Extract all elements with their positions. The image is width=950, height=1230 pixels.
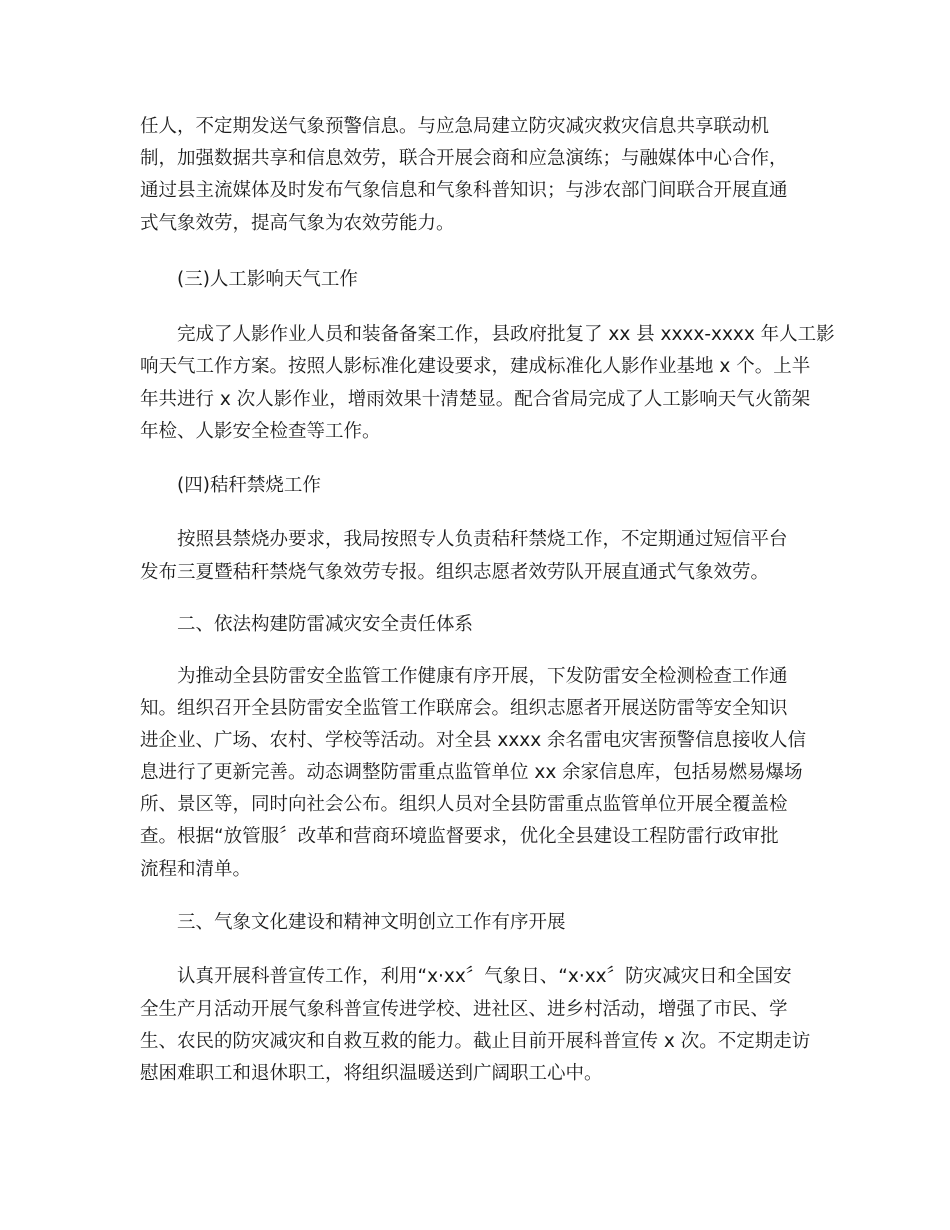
paragraph-line: 进企业、广场、农村、学校等活动。对全县 xxxx 余名雷电灾害预警信息接收人信 [140, 730, 807, 751]
paragraph-line: 年检、人影安全检查等工作。 [140, 421, 381, 442]
paragraph-line: 生、农民的防灾减灾和自救互救的能力。截止目前开展科普宣传 x 次。不定期走访 [140, 1031, 811, 1052]
section-heading: (三)人工影响天气工作 [177, 269, 358, 290]
paragraph-line: 息进行了更新完善。动态调整防雷重点监管单位 xx 余家信息库，包括易燃易爆场 [140, 762, 803, 783]
paragraph-line: 流程和清单。 [140, 859, 252, 880]
paragraph-line: 制，加强数据共享和信息效劳，联合开展会商和应急演练；与融媒体中心合作， [140, 148, 788, 169]
paragraph-line: 响天气工作方案。按照人影标准化建设要求，建成标准化人影作业基地 x 个。上半 [140, 356, 811, 377]
section-heading: 二、依法构建防雷减灾安全责任体系 [177, 614, 474, 635]
paragraph-line: 认真开展科普宣传工作，利用“x·xx〞气象日、“x·xx〞防灾减灾日和全国安 [177, 966, 792, 987]
paragraph-line: 所、景区等，同时向社会公布。组织人员对全县防雷重点监管单位开展全覆盖检 [140, 794, 788, 815]
paragraph-line: 全生产月活动开展气象科普宣传进学校、进社区、进乡村活动，增强了市民、学 [140, 999, 788, 1020]
paragraph-line: 通过县主流媒体及时发布气象信息和气象科普知识；与涉农部门间联合开展直通 [140, 180, 788, 201]
paragraph-line: 按照县禁烧办要求，我局按照专人负责秸秆禁烧工作，不定期通过短信平台 [177, 529, 788, 550]
paragraph-line: 完成了人影作业人员和装备备案工作，县政府批复了 xx 县 xxxx-xxxx 年人工影 [177, 324, 835, 345]
paragraph-line: 为推动全县防雷安全监管工作健康有序开展，下发防雷安全检测检查工作通 [177, 666, 788, 687]
section-heading: (四)秸秆禁烧工作 [177, 475, 321, 496]
paragraph-line: 发布三夏暨秸秆禁烧气象效劳专报。组织志愿者效劳队开展直通式气象效劳。 [140, 562, 770, 583]
paragraph-line: 年共进行 x 次人影作业，增雨效果十清楚显。配合省局完成了人工影响天气火箭架 [140, 389, 811, 410]
paragraph-line: 慰困难职工和退休职工，将组织温暖送到广阔职工心中。 [140, 1063, 603, 1084]
paragraph-line: 式气象效劳，提高气象为农效劳能力。 [140, 213, 455, 234]
paragraph-line: 查。根据“放管服〞改革和营商环境监督要求，优化全县建设工程防雷行政审批 [140, 826, 779, 847]
paragraph-line: 知。组织召开全县防雷安全监管工作联席会。组织志愿者开展送防雷等安全知识 [140, 698, 788, 719]
section-heading: 三、气象文化建设和精神文明创立工作有序开展 [177, 912, 566, 933]
paragraph-line: 任人，不定期发送气象预警信息。与应急局建立防灾减灾救灾信息共享联动机 [140, 116, 770, 137]
